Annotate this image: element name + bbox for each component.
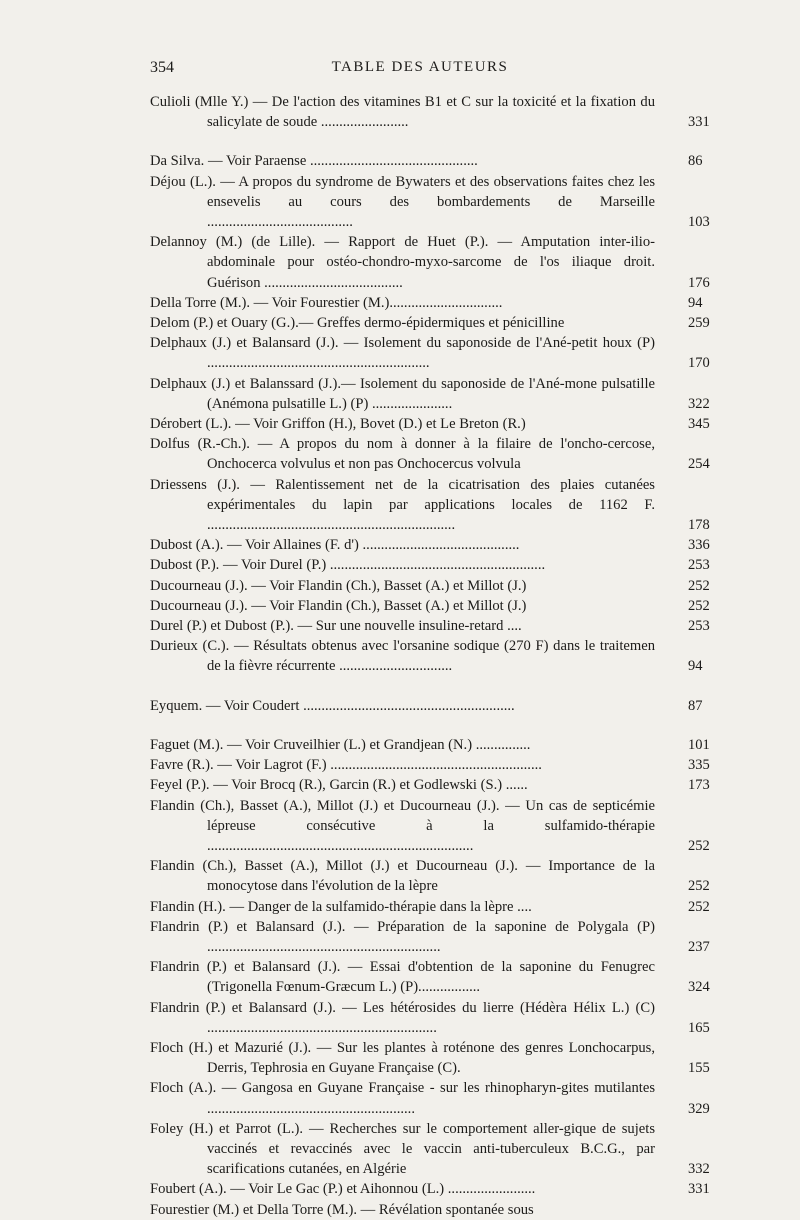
- index-entry-text: Eyquem. — Voir Coudert ..........................................................: [150, 697, 515, 714]
- index-entry-text: Delphaux (J.) et Balanssard (J.).— Isolement du saponoside de l'Ané-mone pulsatille (Anémona pulsatille L.) (P) ......................: [150, 375, 655, 412]
- index-entry: [150, 414, 710, 434]
- index-entry: [150, 917, 710, 957]
- index-entry: [150, 636, 703, 676]
- index-entry-page: 331: [688, 1181, 710, 1198]
- index-entry-text: Dubost (A.). — Voir Allaines (F. d') ...........................................: [150, 537, 520, 554]
- index-entry-text: Dubost (P.). — Voir Durel (P.) ...........................................................: [150, 557, 546, 574]
- index-entry-text: Floch (H.) et Mazurié (J.). — Sur les plantes à roténone des genres Lonchocarpus, Derris, Tephrosia en Guyane Française (C).: [150, 1039, 655, 1077]
- index-entry-page: 332: [688, 1161, 710, 1178]
- index-entry-text: Delom (P.) et Ouary (G.).— Greffes dermo-épidermiques et pénicilline: [150, 315, 565, 332]
- index-entry-page: 103: [688, 214, 710, 231]
- index-entry-page: 336: [688, 537, 710, 554]
- index-entry: [150, 596, 710, 616]
- index-entry-page: 253: [688, 618, 710, 635]
- index-entry-text: Ducourneau (J.). — Voir Flandin (Ch.), Basset (A.) et Millot (J.): [150, 577, 527, 594]
- index-entry-page: 173: [688, 777, 710, 794]
- index-entry-text: Driessens (J.). — Ralentissement net de la cicatrisation des plaies cutanées expérimentales du lapin par applications locales de 1162 F. ....................................................................: [150, 476, 655, 534]
- index-entry-page: 254: [688, 456, 710, 473]
- index-entry-page: 176: [688, 274, 710, 291]
- index-entry: [150, 616, 710, 636]
- index-entry-text: Della Torre (M.). — Voir Fourestier (M.)...............................: [150, 294, 503, 311]
- index-entry: [150, 333, 710, 373]
- index-entry: [150, 755, 710, 775]
- index-entry-text: Fourestier (M.) et Della Torre (M.). — Révélation spontanée sous: [150, 1201, 534, 1218]
- index-entry-text: Feyel (P.). — Voir Brocq (R.), Garcin (R.) et Godlewski (S.) ......: [150, 777, 528, 794]
- index-entry-text: Dérobert (L.). — Voir Griffon (H.), Bovet (D.) et Le Breton (R.): [150, 416, 526, 433]
- index-entry-text: Déjou (L.). — A propos du syndrome de Bywaters et des observations faites chez les ensevelis au cours des bombardements de Marseille ........................................: [150, 173, 655, 231]
- index-entry-text: Flandrin (P.) et Balansard (J.). — Les hétérosides du lierre (Hédèra Hélix L.) (C) ...............................................................: [150, 999, 655, 1036]
- index-entry-page: 86: [688, 153, 703, 170]
- index-entry: [150, 696, 703, 716]
- index-entry: [150, 374, 710, 414]
- index-entry-page: 324: [688, 979, 710, 996]
- index-entry-text: Flandrin (P.) et Balansard (J.). — Préparation de la saponine de Polygala (P) ................................................................: [150, 918, 655, 955]
- index-entry-page: 252: [688, 597, 710, 614]
- index-entry-text: Da Silva. — Voir Paraense ..............................................: [150, 153, 478, 170]
- index-entry: [150, 313, 710, 333]
- index-entry: [150, 775, 710, 795]
- index-entry-page: 329: [688, 1100, 710, 1117]
- index-entry-text: Faguet (M.). — Voir Cruveilhier (L.) et Grandjean (N.) ...............: [150, 736, 531, 753]
- index-entry-page: 87: [688, 697, 703, 714]
- index-entry-page: 237: [688, 938, 710, 955]
- index-entry-page: 322: [688, 395, 710, 412]
- index-entry: [150, 576, 710, 596]
- page-title: TABLE DES AUTEURS: [331, 59, 509, 75]
- index-entry-page: 94: [688, 294, 703, 311]
- index-entry-text: Delphaux (J.) et Balansard (J.). — Isolement du saponoside de l'Ané-petit houx (P) .............................................................: [150, 335, 655, 372]
- index-entry: [150, 897, 710, 917]
- index-entry-text: Delannoy (M.) (de Lille). — Rapport de Huet (P.). — Amputation inter-ilio-abdominale pour ostéo-chondro-myxo-sarcome de l'os iliaque droit. Guérison ......................................: [150, 234, 655, 291]
- index-entry-page: 155: [688, 1060, 710, 1077]
- index-entry-page: 335: [688, 757, 710, 774]
- index-entry-text: Durel (P.) et Dubost (P.). — Sur une nouvelle insuline-retard ....: [150, 618, 522, 635]
- index-entry-text: Favre (R.). — Voir Lagrot (F.) ..........................................................: [150, 757, 542, 774]
- index-entry: [150, 1038, 710, 1078]
- index-entry-text: Floch (A.). — Gangosa en Guyane Française - sur les rhinopharyn-gites mutilantes .........................................................: [150, 1080, 655, 1117]
- index-entry: [150, 957, 710, 997]
- index-entry-page: 331: [688, 114, 710, 131]
- index-entry-page: 94: [688, 658, 703, 675]
- index-entry-page: 252: [688, 878, 710, 895]
- index-entry-text: Durieux (C.). — Résultats obtenus avec l'orsanine sodique (270 F) dans le traitemen de la fièvre récurrente ...............................: [150, 638, 655, 675]
- index-entry-text: Dolfus (R.-Ch.). — A propos du nom à donner à la filaire de l'oncho-cercose, Onchocerca volvulus et non pas Onchocercus volvula: [150, 436, 655, 473]
- index-entry: [150, 293, 703, 313]
- index-entry-text: Flandin (Ch.), Basset (A.), Millot (J.) et Ducourneau (J.). — Un cas de septicémie lépreuse consécutive à la sulfamido-thérapie .........................................................................: [150, 797, 655, 854]
- index-entry: [150, 998, 710, 1038]
- index-entry-page: 170: [688, 355, 710, 372]
- index-entry-text: Flandrin (P.) et Balansard (J.). — Essai d'obtention de la saponine du Fenugrec (Trigonella Fœnum-Græcum L.) (P).................: [150, 959, 655, 996]
- index-entry: [150, 1179, 710, 1199]
- index-entry: [150, 1078, 710, 1118]
- index-entry: [150, 1119, 710, 1180]
- index-entry-text: Flandin (H.). — Danger de la sulfamido-thérapie dans la lèpre ....: [150, 898, 532, 915]
- index-entry-page: 252: [688, 898, 710, 915]
- index-entry-page: 178: [688, 517, 710, 534]
- index-entry: [150, 735, 710, 755]
- index-entry-text: Flandin (Ch.), Basset (A.), Millot (J.) et Ducourneau (J.). — Importance de la monocytose dans l'évolution de la lèpre: [150, 858, 655, 895]
- index-entry: [150, 555, 710, 575]
- page-number: 354: [150, 59, 174, 76]
- index-entry-page: 253: [688, 557, 710, 574]
- index-entry-text: Ducourneau (J.). — Voir Flandin (Ch.), Basset (A.) et Millot (J.): [150, 597, 527, 614]
- index-entry: [150, 475, 710, 536]
- author-index-list: [150, 92, 710, 1220]
- index-entry: [150, 1200, 655, 1220]
- index-entry: [150, 434, 710, 474]
- index-entry-text: Culioli (Mlle Y.) — De l'action des vitamines B1 et C sur la toxicité et la fixation du salicylate de soude ........................: [150, 94, 655, 131]
- index-entry-page: 165: [688, 1019, 710, 1036]
- index-entry: [150, 151, 703, 171]
- index-entry-page: 101: [688, 736, 710, 753]
- index-entry-page: 345: [688, 416, 710, 433]
- index-entry: [150, 796, 710, 857]
- index-entry-page: 252: [688, 577, 710, 594]
- index-entry: [150, 856, 710, 896]
- index-entry: [150, 232, 710, 293]
- index-entry-text: Foubert (A.). — Voir Le Gac (P.) et Aihonnou (L.) ........................: [150, 1181, 536, 1198]
- index-entry: [150, 535, 710, 555]
- index-entry: [150, 92, 710, 132]
- index-entry-text: Foley (H.) et Parrot (L.). — Recherches sur le comportement aller-gique de sujets vaccinés et revaccinés avec le vaccin anti-tuberculeux B.C.G., par scarifications cutanées, en Algérie: [150, 1120, 655, 1178]
- index-entry-page: 252: [688, 837, 710, 854]
- index-entry-page: 259: [688, 315, 710, 332]
- index-entry: [150, 172, 710, 233]
